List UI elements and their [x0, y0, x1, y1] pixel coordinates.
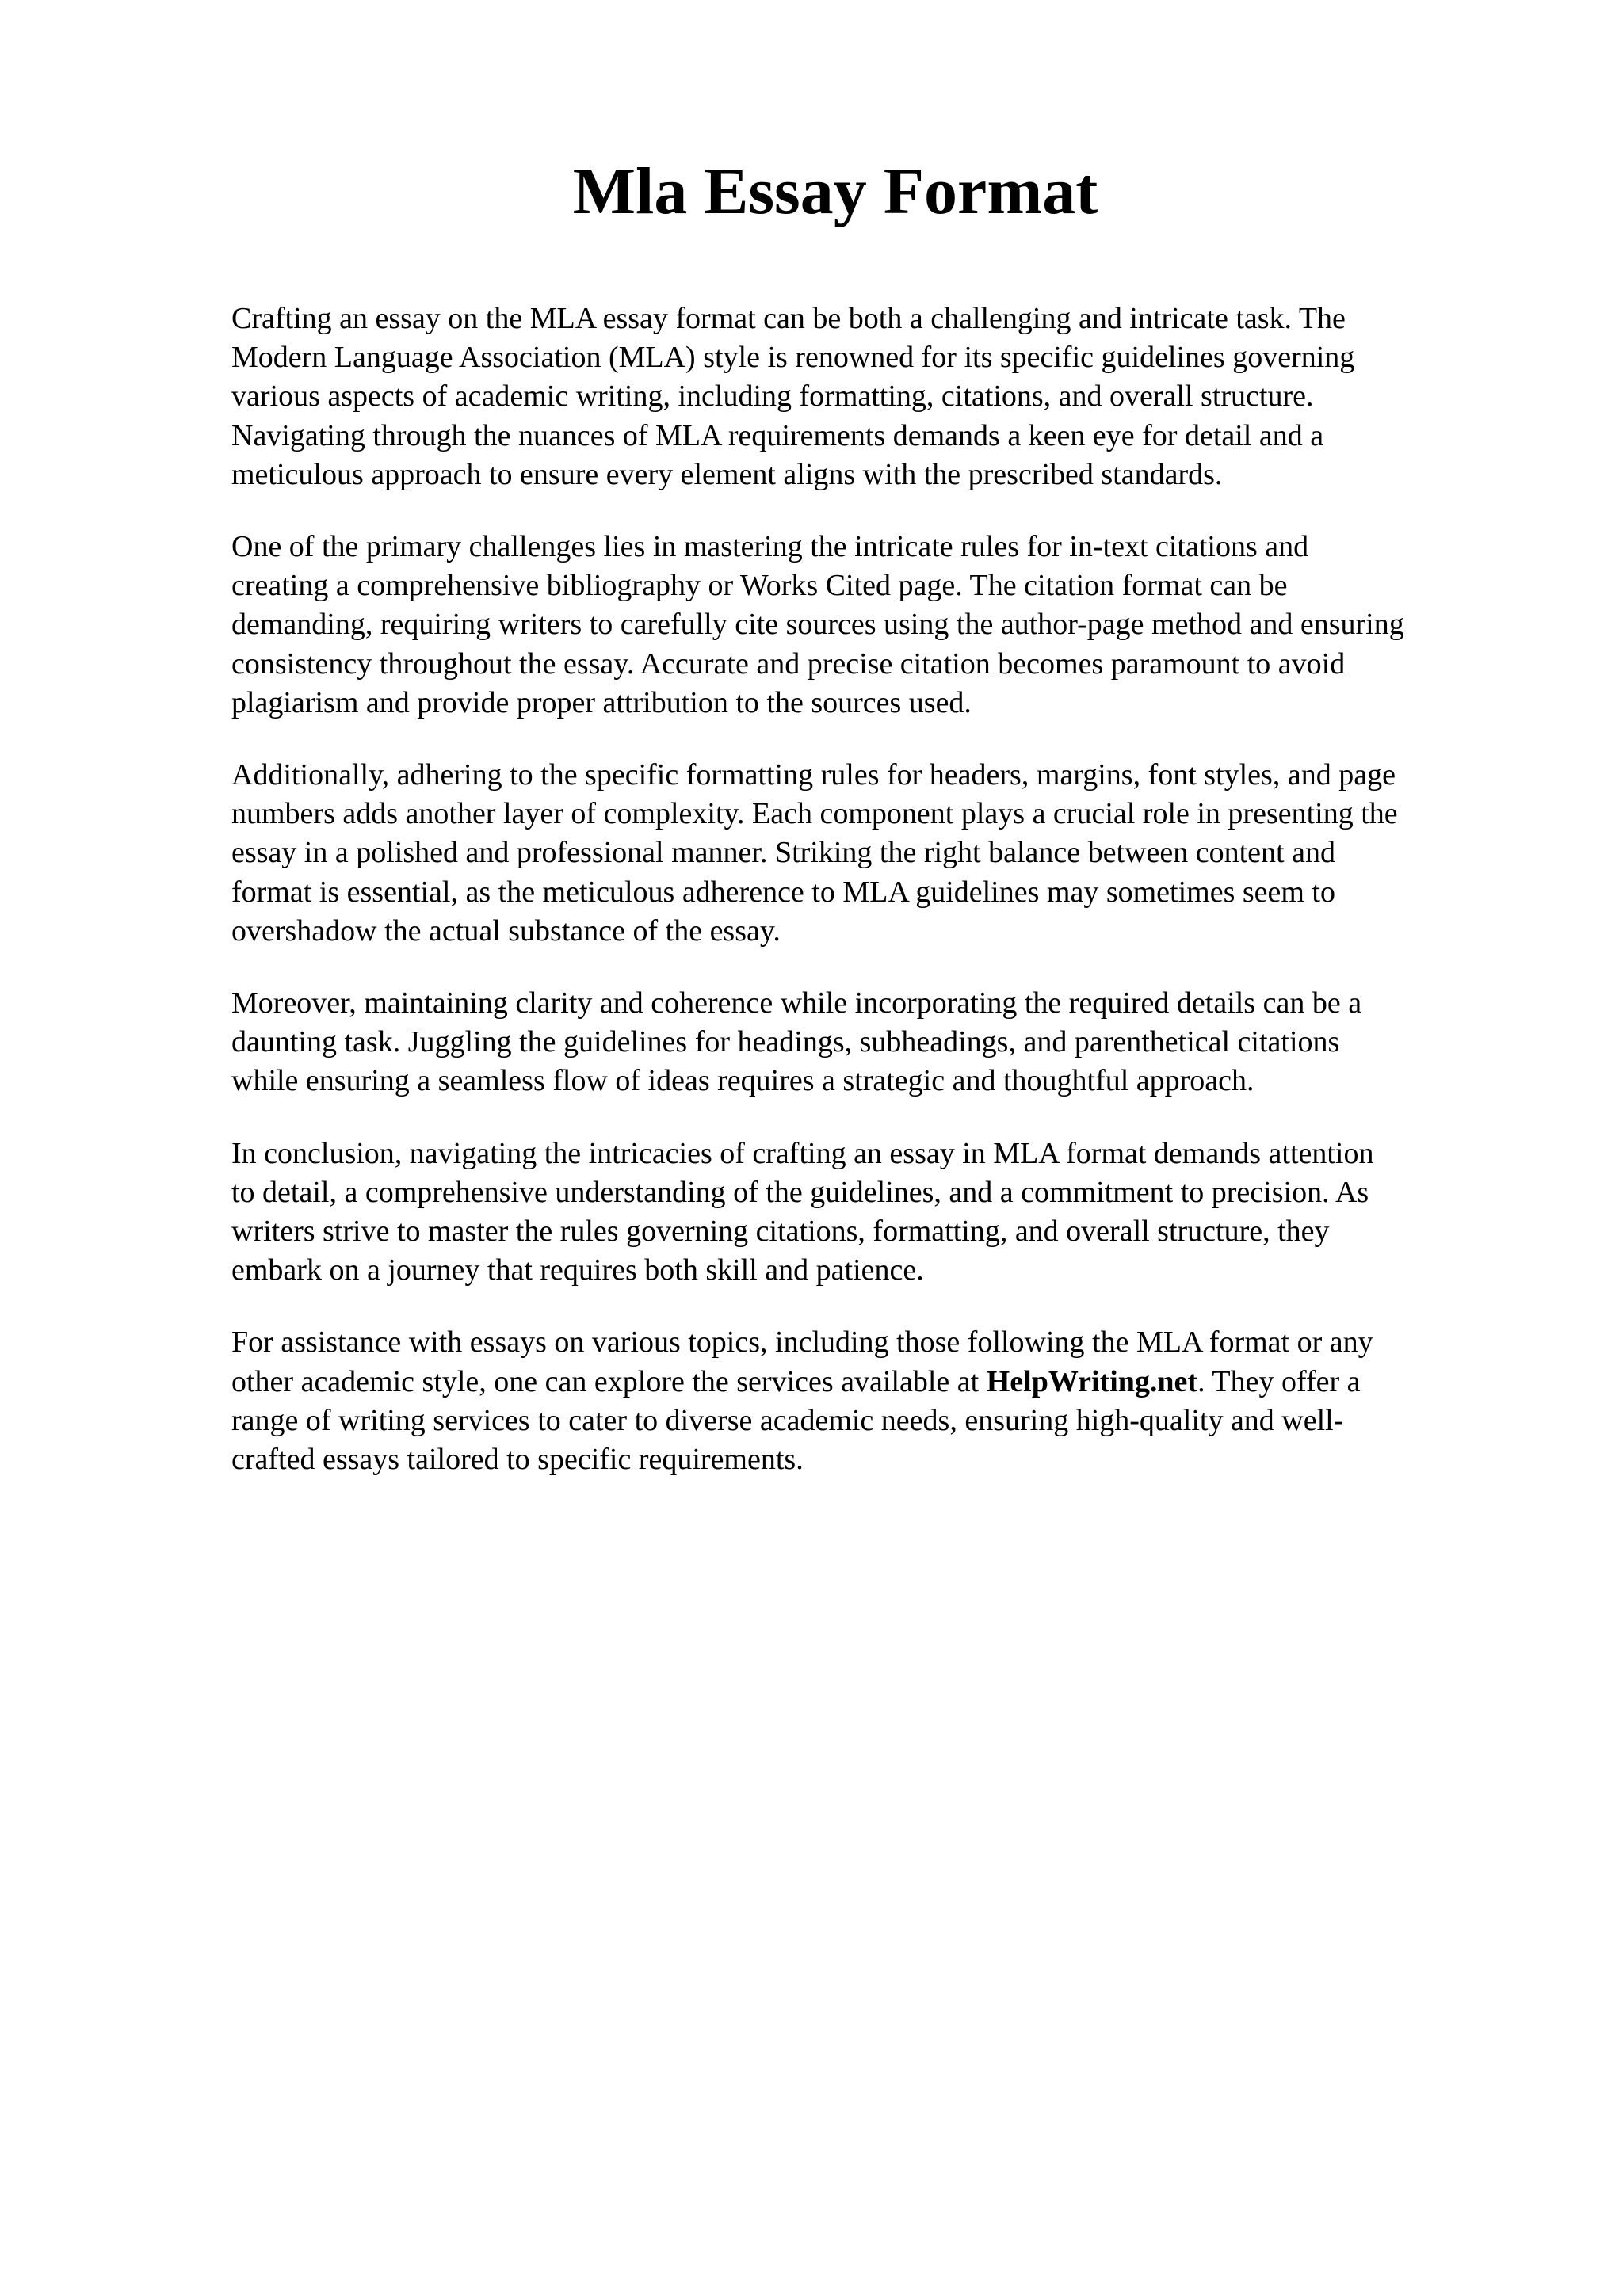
- text-line: One of the primary challenges lies in mastering the intricate rules for in-text citations and: [231, 530, 1309, 564]
- text-line: writers strive to master the rules governing citations, formatting, and overall structure, they: [231, 1215, 1330, 1249]
- text-line: numbers adds another layer of complexity. Each component plays a crucial role in presenting the: [231, 797, 1398, 831]
- text-line: [231, 1363, 1531, 1402]
- text-line: embark on a journey that requires both skill and patience.: [231, 1253, 924, 1287]
- text-line: crafted essays tailored to specific requirements.: [231, 1443, 804, 1477]
- text-line: various aspects of academic writing, including formatting, citations, and overall structure.: [231, 379, 1314, 414]
- brand-link[interactable]: HelpWriting.net: [986, 1364, 1198, 1398]
- text-line: daunting task. Juggling the guidelines for headings, subheadings, and parenthetical citations: [231, 1025, 1340, 1059]
- text-line: overshadow the actual substance of the essay.: [231, 913, 781, 948]
- text-fragment: . They offer a: [1197, 1364, 1361, 1398]
- text-line: plagiarism and provide proper attribution to the sources used.: [231, 685, 972, 719]
- text-line: while ensuring a seamless flow of ideas requires a strategic and thoughtful approach.: [231, 1064, 1254, 1098]
- text-line: In conclusion, navigating the intricacies of crafting an essay in MLA format demands attention: [231, 1136, 1374, 1170]
- text-line: demanding, requiring writers to carefully cite sources using the author-page method and ensuring: [231, 608, 1404, 642]
- text-line: Navigating through the nuances of MLA requirements demands a keen eye for detail and a: [231, 418, 1324, 452]
- text-line: meticulous approach to ensure every element aligns with the prescribed standards.: [231, 457, 1223, 491]
- text-line: range of writing services to cater to diverse academic needs, ensuring high-quality and well-: [231, 1403, 1344, 1437]
- text-line: Additionally, adhering to the specific formatting rules for headers, margins, font styles, and page: [231, 758, 1396, 792]
- paragraph-1: [231, 299, 1531, 494]
- paragraph-closing: [231, 1323, 1531, 1479]
- text-fragment: other academic style, one can explore the services available at: [231, 1364, 987, 1398]
- paragraph-4: [231, 984, 1531, 1101]
- page-title: Mla Essay Format: [572, 154, 1098, 228]
- paragraph-3: [231, 756, 1531, 951]
- text-line: essay in a polished and professional manner. Striking the right balance between content and: [231, 836, 1335, 870]
- paragraph-5: [231, 1135, 1531, 1291]
- text-line: For assistance with essays on various topics, including those following the MLA format or any: [231, 1325, 1373, 1360]
- text-line: consistency throughout the essay. Accurate and precise citation becomes paramount to avoid: [231, 646, 1346, 681]
- text-line: Modern Language Association (MLA) style is renowned for its specific guidelines governing: [231, 341, 1355, 375]
- paragraph-2: [231, 528, 1531, 723]
- text-line: Moreover, maintaining clarity and coherence while incorporating the required details can be a: [231, 986, 1362, 1020]
- text-line: Crafting an essay on the MLA essay format can be both a challenging and intricate task. The: [231, 302, 1346, 335]
- text-line: to detail, a comprehensive understanding of the guidelines, and a commitment to precision. As: [231, 1175, 1369, 1209]
- text-line: creating a comprehensive bibliography or Works Cited page. The citation format can be: [231, 569, 1288, 603]
- document-body: [231, 299, 1531, 1512]
- text-line: format is essential, as the meticulous adherence to MLA guidelines may sometimes seem to: [231, 875, 1335, 909]
